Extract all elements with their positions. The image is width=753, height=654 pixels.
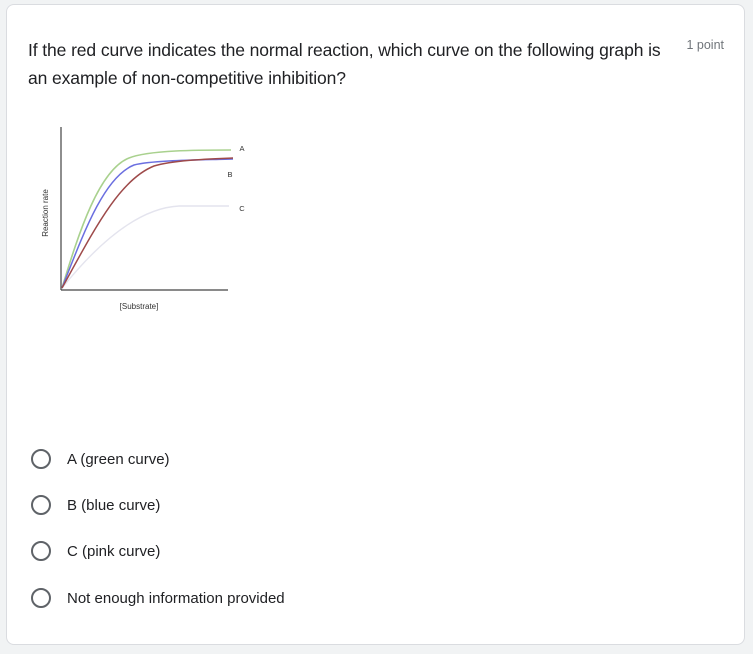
option-a-label: A (green curve) (67, 450, 170, 468)
radio-icon[interactable] (31, 449, 51, 469)
option-d-label: Not enough information provided (67, 589, 285, 607)
radio-icon[interactable] (31, 495, 51, 515)
curve-label-c: C (239, 204, 245, 213)
curve-label-b: B (227, 170, 233, 179)
curve-c-pink (62, 206, 229, 288)
option-b-label: B (blue curve) (67, 496, 161, 514)
option-d[interactable] (31, 584, 285, 612)
question-card (6, 4, 745, 645)
points-label: 1 point (686, 38, 724, 52)
x-axis-label: [Substrate] (119, 302, 159, 311)
option-a[interactable] (31, 445, 170, 473)
radio-icon[interactable] (31, 541, 51, 561)
enzyme-kinetics-graph (29, 122, 259, 322)
curve-red-normal (62, 158, 233, 288)
question-title: If the red curve indicates the normal reaction, which curve on the following graph is an example of non-competitive inhibition? (28, 40, 661, 88)
y-axis-label: Reaction rate (41, 189, 50, 237)
radio-icon[interactable] (31, 588, 51, 608)
option-b[interactable] (31, 491, 160, 519)
option-c[interactable] (31, 537, 160, 565)
curve-label-a: A (239, 144, 245, 153)
question-header (28, 36, 728, 92)
curve-b-blue (62, 159, 233, 288)
option-c-label: C (pink curve) (67, 542, 161, 560)
curve-a-green (62, 150, 231, 288)
